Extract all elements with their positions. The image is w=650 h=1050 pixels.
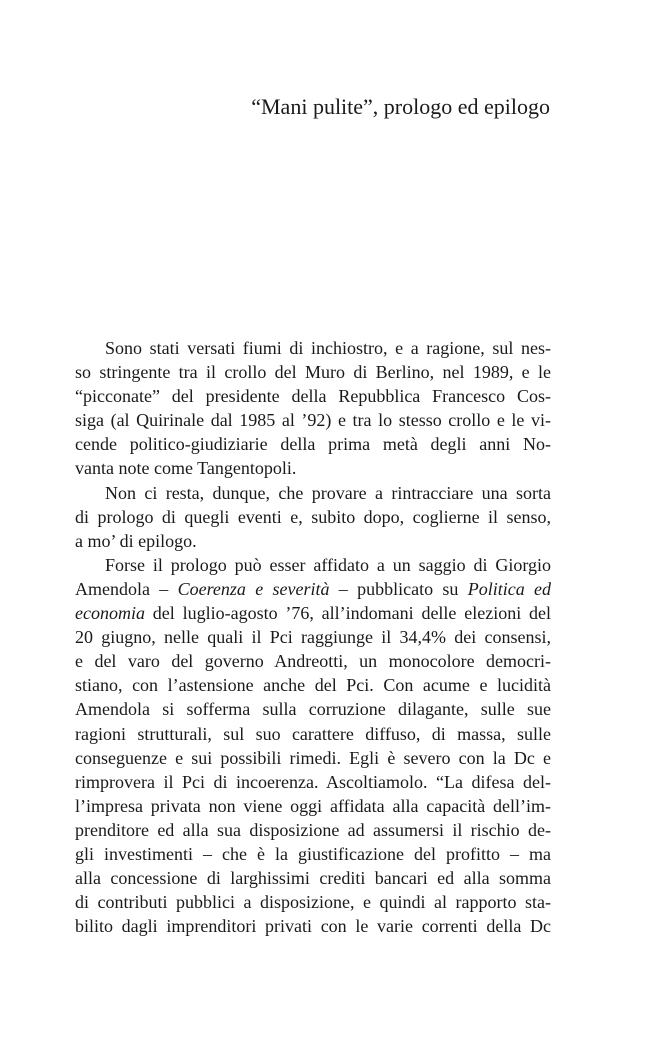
text-segment: di prologo di quegli eventi e, subito dopo, coglierne il senso, bbox=[75, 506, 551, 527]
text-line bbox=[75, 529, 551, 553]
italic-text: Coerenza e severità bbox=[177, 578, 330, 599]
text-segment: alla concessione di larghissimi crediti bancari ed alla somma bbox=[75, 868, 551, 889]
text-line bbox=[75, 456, 551, 480]
text-line bbox=[75, 577, 551, 601]
text-line bbox=[75, 505, 551, 529]
text-line bbox=[75, 794, 551, 818]
text-line bbox=[75, 432, 551, 456]
text-segment: cende politico-giudiziarie della prima metà degli anni No- bbox=[75, 434, 551, 455]
text-line bbox=[75, 746, 551, 770]
text-line bbox=[75, 842, 551, 866]
text-segment: del luglio-agosto ’76, all’indomani delle elezioni del bbox=[144, 603, 551, 624]
text-segment: Amendola si sofferma sulla corruzione dilagante, sulle sue bbox=[75, 699, 551, 720]
text-segment: ragioni strutturali, sul suo carattere diffuso, di massa, sulle bbox=[75, 723, 551, 744]
text-line bbox=[75, 336, 551, 360]
text-segment: so stringente tra il crollo del Muro di Berlino, nel 1989, e le bbox=[75, 362, 551, 383]
text-line bbox=[75, 384, 551, 408]
text-segment: conseguenze e sui possibili rimedi. Egli è severo con la Dc e bbox=[75, 747, 551, 768]
text-segment: siga (al Quirinale dal 1985 al ’92) e tra lo stesso crollo e le vi- bbox=[75, 410, 551, 431]
text-line bbox=[75, 818, 551, 842]
body-text bbox=[75, 336, 551, 938]
text-line bbox=[75, 673, 551, 697]
text-line bbox=[75, 890, 551, 914]
italic-text: Politica ed bbox=[467, 578, 551, 599]
text-line bbox=[75, 866, 551, 890]
text-line bbox=[75, 914, 551, 938]
text-segment: Forse il prologo può esser affidato a un saggio di Giorgio bbox=[105, 554, 551, 575]
text-segment: l’impresa privata non viene oggi affidata alla capacità dell’im- bbox=[75, 795, 551, 816]
italic-text: economia bbox=[75, 603, 145, 624]
text-line bbox=[75, 553, 551, 577]
text-segment: 20 giugno, nelle quali il Pci raggiunge il 34,4% dei consensi, bbox=[75, 627, 551, 648]
text-line bbox=[75, 649, 551, 673]
text-segment: – pubblicato su bbox=[329, 578, 468, 599]
text-line bbox=[75, 481, 551, 505]
text-segment: rimprovera il Pci di incoerenza. Ascoltiamolo. “La difesa del- bbox=[75, 771, 551, 792]
text-line bbox=[75, 697, 551, 721]
text-line bbox=[75, 360, 551, 384]
text-segment: a mo’ di epilogo. bbox=[75, 530, 197, 551]
text-line bbox=[75, 408, 551, 432]
text-segment: Sono stati versati fiumi di inchiostro, e a ragione, sul nes- bbox=[105, 338, 551, 358]
text-segment: stiano, con l’astensione anche del Pci. Con acume e lucidità bbox=[75, 675, 551, 696]
text-segment: “picconate” del presidente della Repubblica Francesco Cos- bbox=[75, 386, 551, 407]
text-line bbox=[75, 601, 551, 625]
text-line bbox=[75, 625, 551, 649]
text-segment: prenditore ed alla sua disposizione ad assumersi il rischio de- bbox=[75, 819, 551, 840]
text-line bbox=[75, 722, 551, 746]
text-segment: di contributi pubblici a disposizione, e quindi al rapporto sta- bbox=[75, 892, 551, 913]
text-segment: Amendola – bbox=[75, 578, 178, 599]
chapter-title: “Mani pulite”, prologo ed epilogo bbox=[251, 94, 550, 119]
text-segment: e del varo del governo Andreotti, un monocolore democri- bbox=[75, 651, 551, 672]
text-segment: vanta note come Tangentopoli. bbox=[75, 458, 297, 479]
text-segment: bilito dagli imprenditori privati con le varie correnti della Dc bbox=[75, 916, 551, 937]
text-segment: Non ci resta, dunque, che provare a rintracciare una sorta bbox=[105, 482, 551, 503]
text-line bbox=[75, 770, 551, 794]
text-segment: gli investimenti – che è la giustificazione del profitto – ma bbox=[75, 843, 551, 864]
